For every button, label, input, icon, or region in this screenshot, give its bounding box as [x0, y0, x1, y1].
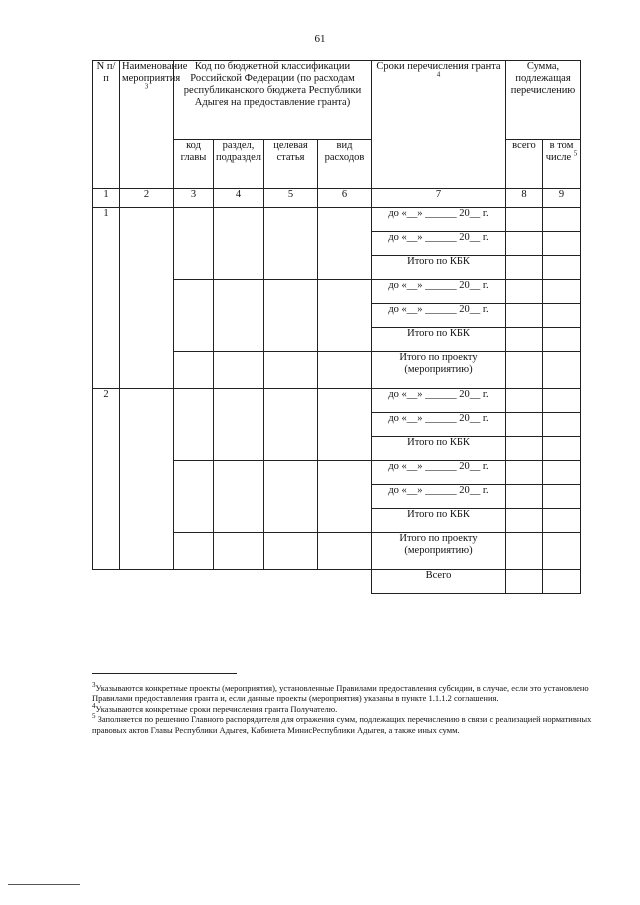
column-number: 5	[264, 189, 318, 208]
kbk-cell	[264, 461, 318, 533]
kbk-cell	[264, 533, 318, 570]
kbk-cell	[318, 352, 372, 389]
sum-cell	[506, 437, 543, 461]
sum-cell	[506, 509, 543, 533]
sum-cell	[543, 304, 581, 328]
sum-cell	[506, 413, 543, 437]
kbk-cell	[318, 280, 372, 352]
sum-cell	[543, 352, 581, 389]
column-number: 7	[372, 189, 506, 208]
sum-cell	[543, 280, 581, 304]
header-razdel: раздел, подраздел	[214, 140, 264, 189]
column-number: 3	[174, 189, 214, 208]
itogo-project-label: Итого по проекту (мероприятию)	[372, 352, 506, 389]
sum-cell	[506, 304, 543, 328]
sum-cell	[543, 256, 581, 280]
sum-cell	[543, 485, 581, 509]
event-name-cell	[120, 389, 174, 570]
event-name-cell	[120, 208, 174, 389]
kbk-cell	[214, 208, 264, 280]
itogo-kbk-label: Итого по КБК	[372, 256, 506, 280]
kbk-cell	[214, 461, 264, 533]
sum-cell	[506, 352, 543, 389]
sum-cell	[506, 461, 543, 485]
kbk-cell	[264, 280, 318, 352]
header-event-name: Наименование мероприятия $^3$	[120, 61, 174, 189]
header-vsego: всего	[506, 140, 543, 189]
kbk-cell	[174, 533, 214, 570]
column-number: 9	[543, 189, 581, 208]
sum-cell	[543, 570, 581, 594]
group-number: 2	[93, 389, 120, 570]
footnotes	[92, 683, 602, 735]
itogo-project-label: Итого по проекту (мероприятию)	[372, 533, 506, 570]
vsego-label: Всего	[372, 570, 506, 594]
term-cell: до «__» ______ 20__ г.	[372, 304, 506, 328]
footnote-4: $^4$Указываются конкретные сроки перечисления гранта Получателю.	[92, 701, 338, 714]
term-cell: до «__» ______ 20__ г.	[372, 389, 506, 413]
kbk-cell	[174, 352, 214, 389]
kbk-cell	[174, 461, 214, 533]
term-cell: до «__» ______ 20__ г.	[372, 413, 506, 437]
total-row	[93, 570, 581, 594]
kbk-cell	[318, 389, 372, 461]
header-sum: Сумма, подлежащая перечислению	[506, 61, 581, 140]
kbk-cell	[264, 208, 318, 280]
kbk-cell	[318, 208, 372, 280]
sum-cell	[506, 208, 543, 232]
header-vid-rashodov: вид расходов	[318, 140, 372, 189]
column-number: 4	[214, 189, 264, 208]
column-number: 2	[120, 189, 174, 208]
table-row	[93, 389, 581, 413]
kbk-cell	[214, 533, 264, 570]
sum-cell	[506, 485, 543, 509]
sum-cell	[506, 328, 543, 352]
column-number: 6	[318, 189, 372, 208]
header-celevaya-statya: целевая статья	[264, 140, 318, 189]
column-number: 1	[93, 189, 120, 208]
kbk-cell	[214, 280, 264, 352]
header-transfer-terms: Сроки перечисления гранта $^4$	[372, 61, 506, 189]
page-bottom-divider	[8, 884, 80, 885]
kbk-cell	[174, 389, 214, 461]
sum-cell	[543, 328, 581, 352]
kbk-cell	[214, 389, 264, 461]
sum-cell	[543, 389, 581, 413]
sum-cell	[543, 413, 581, 437]
sum-cell	[543, 437, 581, 461]
footnote-divider	[92, 673, 237, 674]
sum-cell	[543, 509, 581, 533]
sum-cell	[543, 208, 581, 232]
term-cell: до «__» ______ 20__ г.	[372, 280, 506, 304]
kbk-cell	[318, 533, 372, 570]
kbk-cell	[214, 352, 264, 389]
kbk-cell	[264, 389, 318, 461]
footnote-3: $^3$Указываются конкретные проекты (мероприятия), установленные Правилами предоставления субсидии, в случае, если это установлено Правилами предоставления гранта и, если данные проекты (мероприятия) указаны в пункте 1.1.1.2 соглашения.	[92, 681, 589, 704]
term-cell: до «__» ______ 20__ г.	[372, 485, 506, 509]
footnote-5: $^5$ Заполняется по решению Главного распорядителя для отражения сумм, подлежащих перечислению в связи с реализацией нормативных правовых актов Главы Республики Адыгея, Кабинета МинисРеспублики Адыгея, а также иных сумм.	[92, 712, 592, 735]
itogo-kbk-label: Итого по КБК	[372, 328, 506, 352]
itogo-kbk-label: Итого по КБК	[372, 437, 506, 461]
term-cell: до «__» ______ 20__ г.	[372, 208, 506, 232]
kbk-cell	[174, 208, 214, 280]
sum-cell	[506, 280, 543, 304]
column-number: 8	[506, 189, 543, 208]
term-cell: до «__» ______ 20__ г.	[372, 461, 506, 485]
column-numbers-row	[93, 189, 581, 208]
page-number: 61	[314, 33, 326, 45]
header-kbk: Код по бюджетной классификации Российской Федерации (по расходам республиканского бюджета Республики Адыгея на предоставление гранта)	[174, 61, 372, 140]
header-n-pp: N п/п	[93, 61, 120, 189]
grant-transfer-table	[92, 60, 581, 594]
table-row	[93, 208, 581, 232]
sum-cell	[506, 570, 543, 594]
header-kod-glavy: код главы	[174, 140, 214, 189]
sum-cell	[543, 461, 581, 485]
kbk-cell	[318, 461, 372, 533]
group-number: 1	[93, 208, 120, 389]
sum-cell	[506, 256, 543, 280]
header-v-tom-chisle: в том числе $^5$	[543, 140, 581, 189]
sum-cell	[506, 389, 543, 413]
sum-cell	[543, 533, 581, 570]
itogo-kbk-label: Итого по КБК	[372, 509, 506, 533]
kbk-cell	[264, 352, 318, 389]
sum-cell	[506, 533, 543, 570]
sum-cell	[543, 232, 581, 256]
term-cell: до «__» ______ 20__ г.	[372, 232, 506, 256]
kbk-cell	[174, 280, 214, 352]
sum-cell	[506, 232, 543, 256]
